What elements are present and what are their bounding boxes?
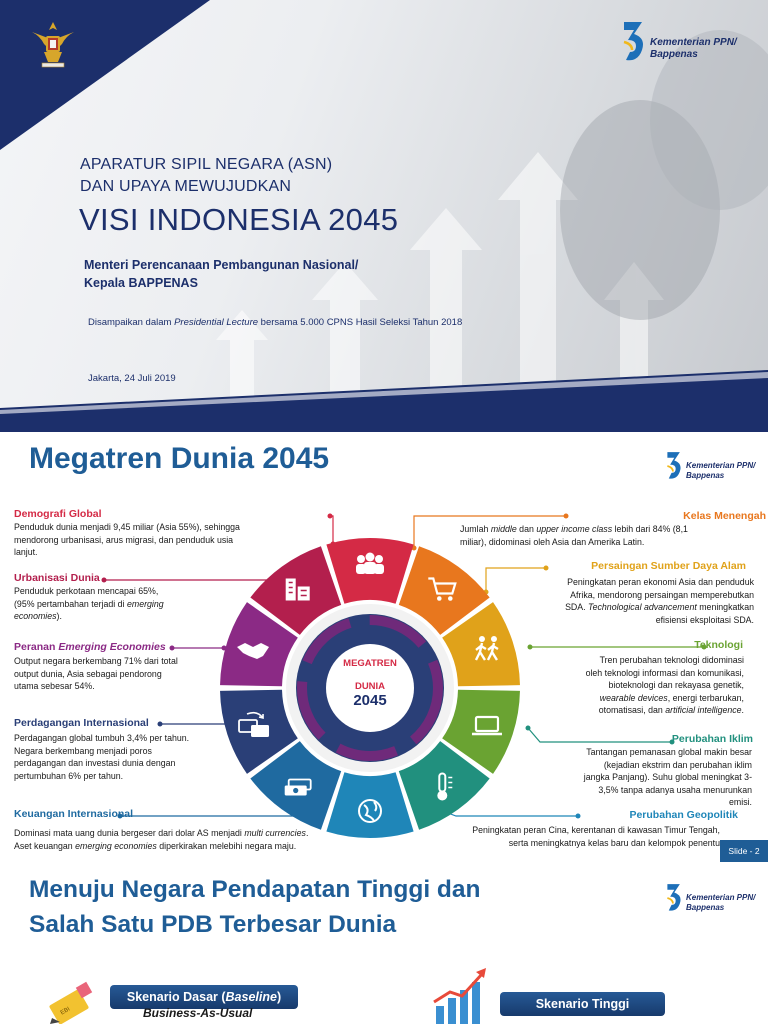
desc-demografi-global bbox=[14, 521, 314, 559]
connector-dot bbox=[102, 578, 107, 583]
label-persaingan-sda: Persaingan Sumber Daya Alam bbox=[591, 560, 746, 572]
desc-perdagangan-internasional bbox=[14, 732, 224, 782]
desc-line: bioteknologi dan rekayasa genetik, bbox=[608, 680, 744, 691]
logo-line2: Bappenas bbox=[650, 49, 698, 60]
desc-line: (kejadian ekstrim dan perubahan iklim bbox=[603, 759, 752, 770]
logo-line1: Kementerian PPN/ bbox=[650, 37, 737, 48]
logo-line2: Bappenas bbox=[686, 903, 725, 912]
slide3-title-line2: Salah Satu PDB Terbesar Dunia bbox=[29, 911, 397, 938]
icon-part bbox=[437, 596, 442, 601]
desc-line: efisiensi eksploitasi SDA. bbox=[655, 614, 754, 625]
desc-line: economies). bbox=[14, 611, 62, 622]
desc-line: output dunia, Asia sebagai pendorong bbox=[14, 668, 162, 679]
garuda-emblem-icon bbox=[28, 18, 78, 68]
desc-urbanisasi-dunia bbox=[14, 585, 224, 623]
desc-line: Jumlah middle dan upper income class lebih dari 84% (8,1 bbox=[460, 524, 688, 534]
scenario1-prefix: Skenario Dasar ( bbox=[126, 990, 226, 1004]
icon-part bbox=[251, 725, 269, 737]
business-as-usual-label: Business-As-Usual bbox=[143, 1006, 253, 1020]
desc-line: 3,5% tanpa adanya usaha menurunkan bbox=[598, 784, 752, 795]
icon-part bbox=[448, 596, 453, 601]
desc-line: mendorong urbanisasi, arus migrasi, dan penduduk usia bbox=[14, 534, 234, 545]
icon-part bbox=[293, 788, 298, 793]
connector-dot bbox=[528, 645, 533, 650]
desc-line: Peningkatan peran Cina, kerentanan di kawasan Timur Tengah, bbox=[472, 825, 720, 835]
desc-line: Penduduk perkotaan mencapai 65%, bbox=[14, 586, 159, 596]
desc-line: lanjut. bbox=[14, 547, 38, 558]
slide2-title: Megatren Dunia 2045 bbox=[29, 442, 330, 475]
desc-line: perdagangan dan investasi dunia dengan bbox=[14, 758, 176, 769]
logo-line1: Kementerian PPN/ bbox=[686, 893, 756, 902]
bappenas-logo-icon bbox=[666, 882, 684, 914]
scenario1-suffix: ) bbox=[276, 990, 282, 1004]
desc-persaingan-sda bbox=[528, 576, 754, 626]
connector-dot bbox=[170, 646, 175, 651]
label-urbanisasi-dunia: Urbanisasi Dunia bbox=[14, 572, 100, 584]
desc-line: jangka Panjang). Suhu global meningkat 3- bbox=[583, 772, 752, 783]
desc-peranan-emerging bbox=[14, 655, 224, 693]
svg-text:EBI: EBI bbox=[59, 1006, 72, 1017]
desc-perubahan-iklim bbox=[540, 746, 752, 809]
icon-part bbox=[375, 555, 383, 563]
logo-line2: Bappenas bbox=[686, 471, 725, 480]
desc-line: otomatisasi, dan artificial intelligence. bbox=[598, 705, 744, 716]
desc-line: Penduduk dunia menjadi 9,45 miliar (Asia 55%), sehingga bbox=[14, 522, 240, 532]
desc-keuangan-internasional bbox=[14, 827, 394, 852]
icon-part bbox=[479, 636, 485, 642]
label-teknologi: Teknologi bbox=[694, 639, 743, 651]
desc-line: Negara berkembang menjadi poros bbox=[14, 745, 152, 756]
desc-line: Dominasi mata uang dunia bergeser dari dolar AS menjadi multi currencies. bbox=[14, 828, 309, 838]
slide3-title-line1: Menuju Negara Pendapatan Tinggi dan bbox=[29, 876, 481, 903]
label-perubahan-iklim: Perubahan Iklim bbox=[671, 733, 753, 745]
connector-line bbox=[120, 816, 318, 824]
subtitle-line1: Menteri Perencanaan Pembangunan Nasional/ bbox=[84, 258, 359, 272]
logo-line1: Kementerian PPN/ bbox=[686, 461, 756, 470]
label-demografi-global: Demografi Global bbox=[14, 508, 102, 520]
desc-line: SDA. Technological advancement meningkatkan bbox=[565, 602, 754, 613]
desc-perubahan-geopolitik bbox=[420, 824, 720, 849]
bappenas-logo-icon bbox=[622, 20, 648, 64]
desc-teknologi bbox=[546, 654, 744, 717]
slide-pendapatan-tinggi bbox=[0, 866, 768, 1024]
desc-line: Tren perubahan teknologi didominasi bbox=[599, 655, 744, 665]
connector-dot bbox=[526, 726, 531, 731]
center-label-line1: MEGATREN bbox=[343, 658, 397, 669]
lecture-note bbox=[88, 317, 462, 328]
icon-part bbox=[437, 791, 447, 801]
label-keuangan-internasional: Keuangan Internasional bbox=[14, 808, 134, 820]
desc-line: Tantangan pemanasan global makin besar bbox=[586, 747, 752, 757]
note-prefix: Disampaikan dalam bbox=[88, 317, 175, 328]
connector-line bbox=[440, 810, 578, 816]
desc-line: Perdagangan global tumbuh 3,4% per tahun. bbox=[14, 733, 190, 743]
scenario-tinggi-pill: Skenario Tinggi bbox=[500, 992, 665, 1016]
desc-line: Output negara berkembang 71% dari total bbox=[14, 656, 178, 666]
icon-part bbox=[491, 636, 497, 642]
label-perdagangan-internasional: Perdagangan Internasional bbox=[14, 717, 149, 729]
center-label-line2: DUNIA bbox=[354, 681, 386, 692]
desc-line: wearable devices, energi terbarukan, bbox=[599, 692, 744, 703]
pencil-icon bbox=[46, 978, 102, 1024]
icon-part bbox=[298, 586, 310, 600]
desc-line: Afrika, mendorong persaingan memperebutkan bbox=[570, 589, 754, 600]
desc-line: serta meningkatnya kelas baru dan kelompok penentu bbox=[508, 837, 720, 848]
title-line2: DAN UPAYA MEWUJUDKAN bbox=[80, 178, 292, 195]
slide-title bbox=[0, 0, 768, 432]
label-kelas-menengah: Kelas Menengah bbox=[683, 510, 766, 522]
label-perubahan-geopolitik: Perubahan Geopolitik bbox=[629, 809, 738, 821]
desc-line: (95% pertambahan terjadi di emerging bbox=[14, 598, 164, 609]
main-title: VISI INDONESIA 2045 bbox=[79, 202, 399, 237]
note-suffix: bersama 5.000 CPNS Hasil Seleksi Tahun 2018 bbox=[258, 317, 463, 328]
date-text: Jakarta, 24 Juli 2019 bbox=[88, 373, 176, 384]
bappenas-logo bbox=[622, 20, 768, 68]
label-peranan-emerging: Peranan Emerging Economies bbox=[14, 641, 166, 653]
slide-number-badge: Slide - 2 bbox=[720, 840, 768, 862]
desc-line: utama sebesar 54%. bbox=[14, 681, 95, 692]
connector-dot bbox=[328, 514, 333, 519]
growth-chart-icon bbox=[430, 966, 492, 1024]
desc-line: pertumbuhan 6% per tahun. bbox=[14, 770, 124, 781]
desc-kelas-menengah bbox=[460, 523, 760, 548]
desc-line: oleh teknologi informasi dan komunikasi, bbox=[585, 667, 744, 678]
subtitle-line2: Kepala BAPPENAS bbox=[84, 276, 198, 290]
icon-part bbox=[357, 555, 365, 563]
desc-line: Peningkatan peran ekonomi Asia dan penduduk bbox=[567, 577, 754, 587]
icon-part bbox=[374, 564, 384, 574]
connector-dot bbox=[158, 722, 163, 727]
icon-part bbox=[366, 553, 375, 562]
desc-line: emisi. bbox=[729, 797, 752, 808]
connector-line bbox=[330, 516, 333, 544]
note-italic: Presidential Lecture bbox=[174, 317, 259, 328]
scenario1-italic: Baseline bbox=[225, 990, 277, 1004]
desc-line: miliar), didominasi oleh Asia dan Amerika Latin. bbox=[460, 536, 645, 547]
center-label-year: 2045 bbox=[353, 692, 387, 709]
title-line1: APARATUR SIPIL NEGARA (ASN) bbox=[80, 156, 333, 173]
slide-megatren bbox=[0, 432, 768, 866]
desc-line: Aset keuangan emerging economies diperkirakan melebihi negara maju. bbox=[14, 840, 297, 851]
bappenas-logo bbox=[666, 882, 768, 922]
